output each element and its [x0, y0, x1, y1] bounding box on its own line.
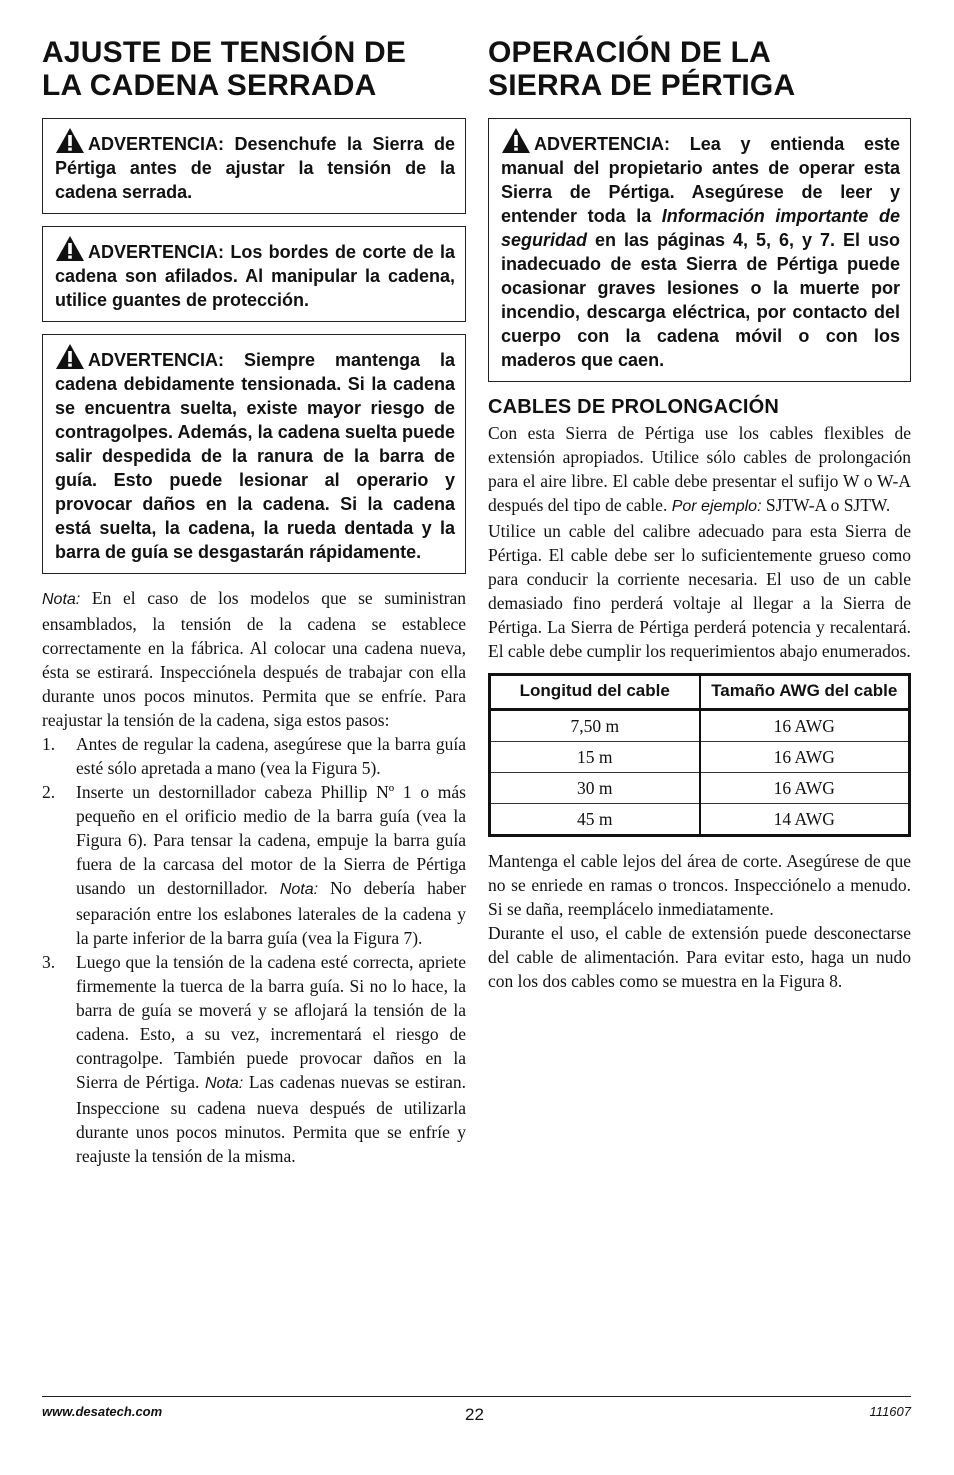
warning-triangle-icon [55, 127, 85, 154]
table-row: 7,50 m 16 AWG [490, 710, 910, 742]
table-row: 30 m 16 AWG [490, 773, 910, 804]
table-row: 15 m 16 AWG [490, 742, 910, 773]
table-header-length: Longitud del cable [490, 675, 700, 710]
warning-triangle-icon [501, 127, 531, 154]
warning-triangle-icon [55, 235, 85, 262]
section-title-chain-tension: AJUSTE DE TENSIÓN DE LA CADENA SERRADA [42, 36, 407, 102]
list-item: 3. Luego que la tensión de la cadena esté correcta, apriete firmemente la tuerca de la barra guía. Si no lo hace, la barra de guía se moverá y se aflojará la tensión de la cadena. Esto, a su vez, incrementará el riesgo de contragolpe. También puede provocar daños en la Sierra de Pértiga. Nota: Las cadenas nuevas se estiran. Inspeccione su cadena nueva después de utilizarla durante unos pocos minutos. Permita que se enfríe y reajuste la tensión de la misma. [42, 952, 467, 1166]
document-code: 111607 [869, 1404, 911, 1419]
extension-cords-heading: CABLES DE PROLONGACIÓN [488, 396, 780, 418]
footer-divider [42, 1396, 911, 1397]
left-column [42, 36, 466, 1168]
warning-box-sharp-edges: ADVERTENCIA: Los bordes de corte de la cadena son afilados. Al manipular la cadena, utilice guantes de protección. [42, 226, 466, 322]
page-number: 22 [465, 1405, 484, 1424]
steps-list [42, 732, 466, 1168]
extension-cords-paragraph: Con esta Sierra de Pértiga use los cables flexibles de extensión apropiados. Utilice sólo cables de prolongación para el aire libre. El cable debe presentar el sufijo W o W-A después del tipo de cable. Por ejemplo: SJTW-A o SJTW. [488, 423, 911, 515]
warning-box-unplug: ADVERTENCIA: Desenchufe la Sierra de Pértiga antes de ajustar la tensión de la cadena serrada. [42, 118, 466, 214]
warning-triangle-icon [55, 343, 85, 370]
note-paragraph: Nota: En el caso de los modelos que se suministran ensamblados, la tensión de la cadena se establece correctamente en la fábrica. Al colocar una cadena nueva, ésta se estirará. Inspecciónela después de trabajar con ella durante unos pocos minutos. Permita que se enfríe. Para reajustar la tensión de la cadena, siga estos pasos: [42, 588, 466, 730]
gauge-paragraph: Utilice un cable del calibre adecuado para esta Sierra de Pértiga. El cable debe ser lo suficientemente grueso como para conducir la corriente necesaria. El uso de un cable demasiado fino perderá voltaje al llegar a la Sierra de Pértiga. La Sierra de Pértiga perderá potencia y recalentará. El cable debe cumplir los requerimientos abajo enumerados. [488, 521, 911, 661]
list-item: 1. Antes de regular la cadena, asegúrese que la barra guía esté sólo apretada a mano (vea la Figura 5). [42, 734, 466, 778]
right-column [488, 36, 911, 993]
list-item: 2. Inserte un destornillador cabeza Phillip Nº 1 o más pequeño en el orificio medio de la barra guía (vea la Figura 6). Para tensar la cadena, empuje la barra guía fuera de la carcasa del motor de la Sierra de Pértiga usando un destornillador. Nota: No debería haber separación entre los eslabones laterales de la cadena y la parte inferior de la barra guía (vea la Figura 7). [42, 782, 466, 948]
footer-website: www.desatech.com [42, 1404, 163, 1419]
knot-paragraph: Durante el uso, el cable de extensión puede desconectarse del cable de alimentación. Para evitar esto, haga un nudo con los dos cables como se muestra en la Figura 8. [488, 923, 911, 991]
section-title-operation: OPERACIÓN DE LA SIERRA DE PÉRTIGA [488, 36, 796, 102]
warning-box-tension: ADVERTENCIA: Siempre mantenga la cadena debidamente tensionada. Si la cadena se encuentra suelta, existe mayor riesgo de contragolpes. Además, la cadena suelta puede salir despedida de la ranura de la barra de guía. Esto puede lesionar al operario y provocar daños en la cadena. Si la cadena está suelta, la cadena, la rueda dentada y la barra de guía se desgastarán rápidamente. [42, 334, 466, 574]
cable-size-table [488, 673, 911, 837]
table-row: 45 m 14 AWG [490, 804, 910, 836]
table-header-awg: Tamaño AWG del cable [700, 675, 910, 710]
warning-box-read-manual: ADVERTENCIA: Lea y entienda este manual del propietario antes de operar esta Sierra de Pértiga. Asegúrese de leer y entender toda la Información importante de seguridad en las páginas 4, 5, 6, y 7. El uso inadecuado de esta Sierra de Pértiga puede ocasionar graves lesiones o la muerte por incendio, descarga eléctrica, por contacto del cuerpo con la cadena móvil o con los maderos que caen. [488, 118, 911, 382]
keep-cord-away-paragraph: Mantenga el cable lejos del área de corte. Asegúrese de que no se enriede en ramas o troncos. Inspecciónelo a menudo. Si se daña, reemplácelo inmediatamente. [488, 851, 911, 919]
